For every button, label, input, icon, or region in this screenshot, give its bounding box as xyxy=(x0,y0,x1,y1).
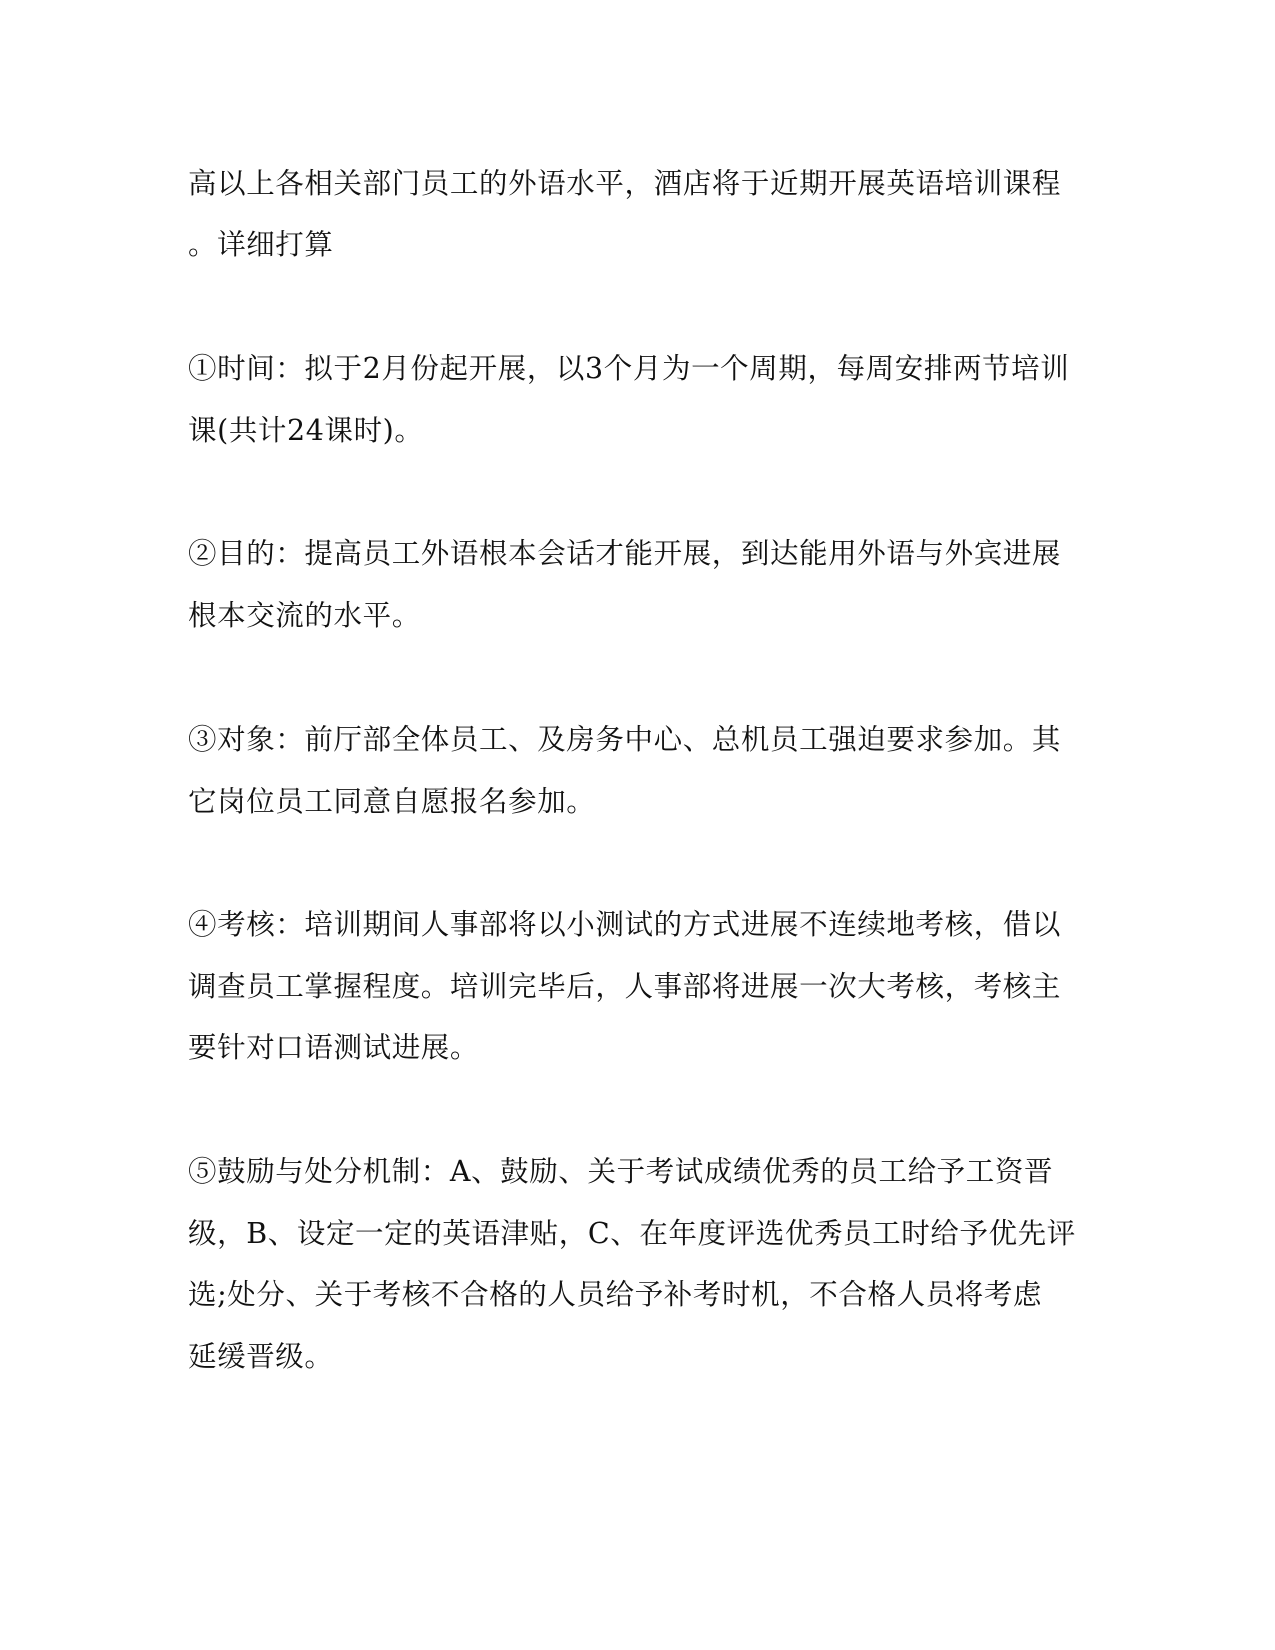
paragraph-line: 高以上各相关部门员工的外语水平，酒店将于近期开展英语培训课程 xyxy=(188,167,1062,200)
paragraph-line: 调查员工掌握程度。培训完毕后，人事部将进展一次大考核，考核主 xyxy=(188,970,1062,1003)
paragraph-line: 选;处分、关于考核不合格的人员给予补考时机，不合格人员将考虑 xyxy=(188,1278,1043,1311)
paragraph-line: ①时间：拟于2月份起开展，以3个月为一个周期，每周安排两节培训 xyxy=(188,352,1070,385)
paragraph-line: 它岗位员工同意自愿报名参加。 xyxy=(188,785,596,818)
paragraph-line: ③对象：前厅部全体员工、及房务中心、总机员工强迫要求参加。其 xyxy=(188,723,1062,756)
paragraph-line: 级，B、设定一定的英语津贴，C、在年度评选优秀员工时给予优先评 xyxy=(188,1217,1076,1250)
paragraph-line: ②目的：提高员工外语根本会话才能开展，到达能用外语与外宾进展 xyxy=(188,537,1062,570)
paragraph-line: 根本交流的水平。 xyxy=(188,599,421,632)
paragraph-line: 延缓晋级。 xyxy=(188,1340,334,1373)
paragraph-line: 课(共计24课时)。 xyxy=(188,414,424,447)
paragraph-line: 。详细打算 xyxy=(188,228,334,261)
paragraph-line: ⑤鼓励与处分机制：A、鼓励、关于考试成绩优秀的员工给予工资晋 xyxy=(188,1155,1054,1188)
paragraph-line: 要针对口语测试进展。 xyxy=(188,1031,480,1064)
paragraph-line: ④考核：培训期间人事部将以小测试的方式进展不连续地考核，借以 xyxy=(188,908,1062,941)
